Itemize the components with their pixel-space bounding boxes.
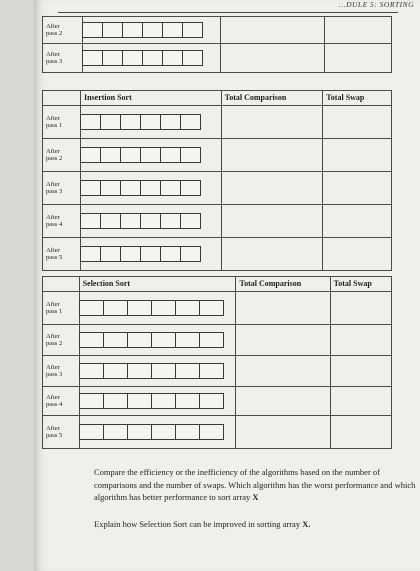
array-cells[interactable] (79, 387, 236, 416)
array-cells[interactable] (80, 172, 221, 205)
comparison-cell[interactable] (221, 106, 323, 139)
total-swap-header: Total Swap (330, 277, 391, 292)
comparison-cell[interactable] (236, 356, 330, 387)
comparison-cell[interactable] (220, 17, 325, 44)
table-row (43, 325, 392, 356)
comparison-cell[interactable] (221, 205, 323, 238)
corner-cell (43, 91, 81, 106)
row-label: After pass 2 (43, 17, 83, 44)
table-row (43, 356, 392, 387)
swap-cell[interactable] (323, 172, 392, 205)
question-1-text: Compare the efficiency or the inefficiency of the algorithms based on the number of comparisons and the number of swaps. Which algorithm has the worst performance and which algorithm has better performance to sort array (94, 467, 416, 502)
swap-cell[interactable] (323, 205, 392, 238)
array-cells[interactable] (79, 416, 236, 449)
row-label: After pass 2 (43, 325, 80, 356)
array-cells[interactable] (79, 292, 236, 325)
array-variable: X. (302, 519, 311, 529)
insertion-sort-table (42, 90, 392, 271)
comparison-cell[interactable] (221, 139, 323, 172)
table-row (43, 139, 392, 172)
row-label: After pass 1 (43, 106, 81, 139)
array-cells[interactable] (80, 106, 221, 139)
selection-sort-title: Selection Sort (79, 277, 236, 292)
array-cells[interactable] (80, 139, 221, 172)
array-cells[interactable] (83, 17, 220, 44)
swap-cell[interactable] (330, 356, 391, 387)
row-label: After pass 1 (43, 292, 80, 325)
worksheet-page (34, 0, 420, 571)
header-rule (58, 12, 398, 13)
comparison-cell[interactable] (236, 416, 330, 449)
swap-cell[interactable] (330, 387, 391, 416)
swap-cell[interactable] (323, 106, 392, 139)
table-row (43, 205, 392, 238)
row-label: After pass 4 (43, 205, 81, 238)
table-row (43, 44, 392, 73)
running-header: …DULE 5: SORTING (338, 0, 414, 9)
swap-cell[interactable] (330, 292, 391, 325)
table-row (43, 292, 392, 325)
comparison-cell[interactable] (220, 44, 325, 73)
selection-sort-table (42, 276, 392, 449)
total-swap-header: Total Swap (323, 91, 392, 106)
array-cells[interactable] (79, 356, 236, 387)
swap-cell[interactable] (330, 416, 391, 449)
comparison-cell[interactable] (221, 238, 323, 271)
swap-cell[interactable] (325, 44, 392, 73)
question-2-text: Explain how Selection Sort can be improved in sorting array (94, 519, 301, 529)
table-row (43, 416, 392, 449)
table-row (43, 106, 392, 139)
comparison-cell[interactable] (236, 325, 330, 356)
table-row (43, 17, 392, 44)
comparison-cell[interactable] (236, 387, 330, 416)
comparison-cell[interactable] (236, 292, 330, 325)
question-2 (94, 518, 420, 531)
row-label: After pass 3 (43, 356, 80, 387)
swap-cell[interactable] (325, 17, 392, 44)
table-header-row (43, 277, 392, 292)
comparison-cell[interactable] (221, 172, 323, 205)
row-label: After pass 2 (43, 139, 81, 172)
array-cells[interactable] (79, 325, 236, 356)
table-row (43, 387, 392, 416)
insertion-sort-title: Insertion Sort (80, 91, 221, 106)
total-comparison-header: Total Comparison (236, 277, 330, 292)
question-1 (94, 466, 420, 504)
table-row (43, 238, 392, 271)
array-cells[interactable] (80, 205, 221, 238)
row-label: After pass 5 (43, 416, 80, 449)
swap-cell[interactable] (323, 238, 392, 271)
row-label: After pass 4 (43, 387, 80, 416)
table-row (43, 172, 392, 205)
swap-cell[interactable] (323, 139, 392, 172)
corner-cell (43, 277, 80, 292)
row-label: After pass 3 (43, 172, 81, 205)
row-label: After pass 3 (43, 44, 83, 73)
array-cells[interactable] (80, 238, 221, 271)
array-variable: X (252, 492, 259, 502)
top-partial-table (42, 16, 392, 73)
array-cells[interactable] (83, 44, 220, 73)
table-header-row (43, 91, 392, 106)
row-label: After pass 5 (43, 238, 81, 271)
total-comparison-header: Total Comparison (221, 91, 323, 106)
swap-cell[interactable] (330, 325, 391, 356)
